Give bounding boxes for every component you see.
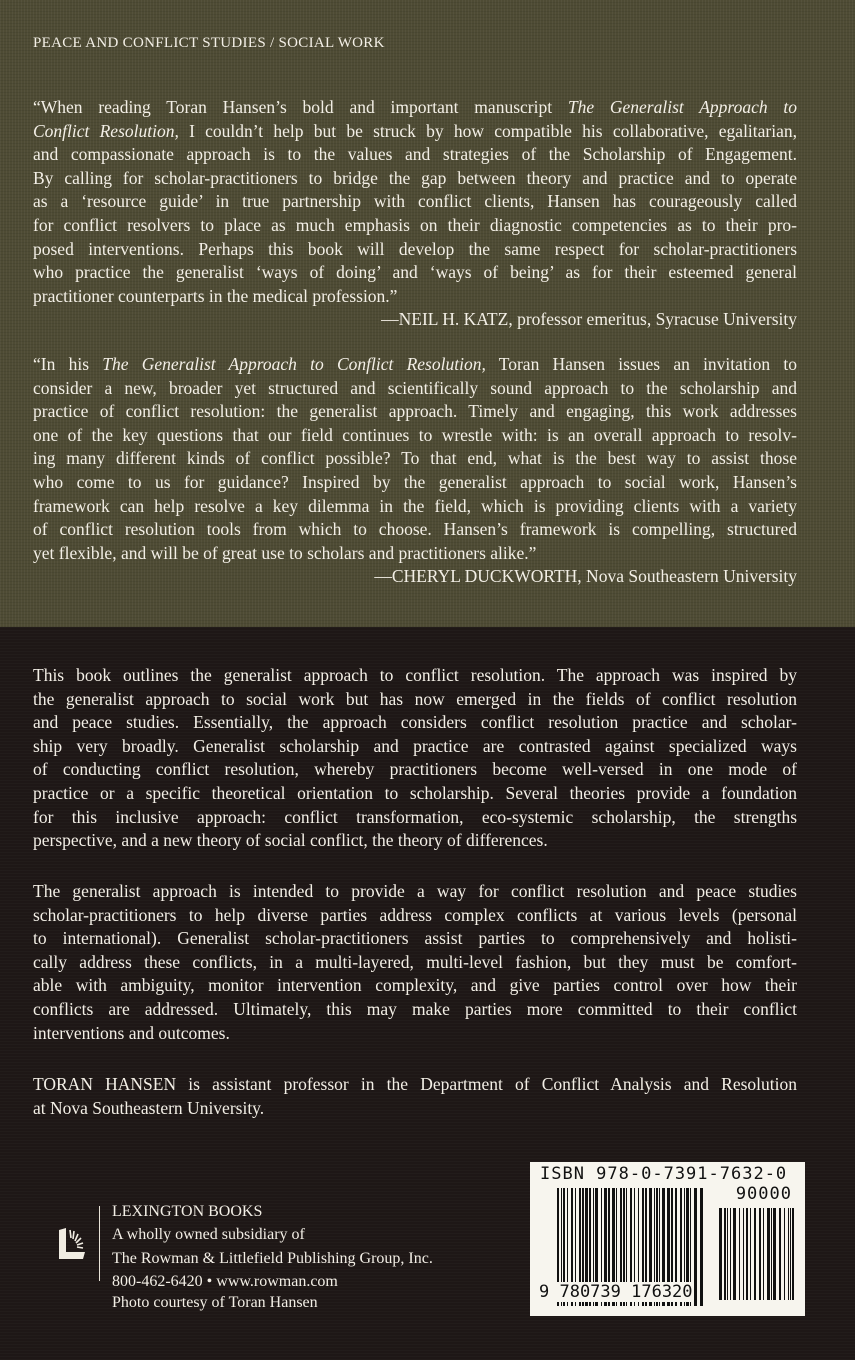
text-line: [33, 424, 797, 448]
text-segment: ing many different kinds of conflict possible? To that end, what is the best way to assist those: [33, 448, 797, 469]
quote-attribution: —NEIL H. KATZ, professor emeritus, Syracuse University: [381, 309, 797, 330]
barcode-bar: [724, 1208, 726, 1300]
text-line: [33, 735, 797, 759]
text-line: [33, 285, 797, 309]
barcode-bar: [763, 1208, 764, 1300]
text-segment: to international). Generalist scholar-practitioners assist parties to comprehensively and holisti-: [33, 928, 797, 949]
text-line: [33, 829, 797, 853]
text-segment: yet flexible, and will be of great use to scholars and practitioners alike.”: [33, 542, 537, 563]
text-line: [33, 782, 797, 806]
text-segment: practitioner counterparts in the medical profession.”: [33, 285, 398, 306]
text-segment: practice of conflict resolution: the generalist approach. Timely and engaging, this work addresses: [33, 401, 797, 422]
text-segment: By calling for scholar-practitioners to bridge the gap between theory and practice and to operate: [33, 167, 797, 188]
text-segment: able with ambiguity, monitor intervention complexity, and give parties control over how their: [33, 975, 797, 996]
text-line: [33, 377, 797, 401]
text-line: [33, 998, 797, 1022]
barcode-bar: [792, 1208, 794, 1300]
text-segment: as a ‘resource guide’ in true partnership with conflict clients, Hansen has courageously called: [33, 191, 797, 212]
barcode-bar: [750, 1208, 751, 1300]
text-line: [33, 1022, 797, 1046]
text-segment: of conducting conflict resolution, whereby practitioners become well-versed in one mode of: [33, 759, 797, 780]
barcode-bar: [727, 1208, 728, 1300]
barcode-bar: [759, 1208, 761, 1300]
publisher-name: LEXINGTON BOOKS: [112, 1203, 263, 1220]
text-line: [33, 167, 797, 191]
text-line: [33, 1073, 797, 1097]
text-line: [33, 542, 797, 566]
description-paragraph: [33, 664, 797, 853]
publisher-info: [112, 1200, 433, 1294]
publisher-parent: The Rowman & Littlefield Publishing Group, Inc.: [112, 1249, 433, 1267]
text-segment: practice or a specific theoretical orientation to scholarship. Several theories provide a foundation: [33, 782, 797, 803]
text-segment: who practice the generalist ‘ways of doing’ and ‘ways of being’ as for their esteemed general: [33, 262, 797, 283]
text-line: [33, 758, 797, 782]
text-line: [33, 238, 797, 262]
book-title-italic: The Generalist Approach to: [567, 97, 797, 117]
text-line: [33, 190, 797, 214]
text-line: [33, 400, 797, 424]
barcode-bar: [773, 1208, 776, 1300]
text-segment: framework can help resolve a key dilemma in the field, which is providing clients with a variety: [33, 495, 797, 516]
text-segment: who come to us for guidance? Inspired by the generalist approach to social work, Hansen’s: [33, 471, 797, 492]
author-bio: [33, 1073, 797, 1120]
text-line: [33, 214, 797, 238]
barcode-bar: [788, 1208, 789, 1300]
text-line: [33, 974, 797, 998]
text-line: [33, 120, 797, 144]
barcode-bar: [719, 1208, 722, 1300]
logo-divider: [99, 1206, 100, 1281]
text-line: [33, 664, 797, 688]
text-segment: conflicts are addressed. Ultimately, this may make parties more committed to their conflict: [33, 998, 797, 1019]
text-segment: consider a new, broader yet structured and scientifically sound approach to the scholarship and: [33, 377, 797, 398]
text-segment: for conflict resolvers to place as much emphasis on their diagnostic competencies as to their pro-: [33, 214, 797, 235]
barcode-bar: [754, 1208, 756, 1300]
text-line: [33, 927, 797, 951]
text-line: [33, 711, 797, 735]
text-line: [33, 471, 797, 495]
text-line: [33, 688, 797, 712]
text-segment: for this inclusive approach: conflict transformation, eco-systemic scholarship, the strengths: [33, 806, 797, 827]
text-line: [33, 261, 797, 285]
text-line: [33, 880, 797, 904]
book-title-italic: The Generalist Approach to Conflict Resolution,: [102, 354, 486, 374]
isbn-text: ISBN 978-0-7391-7632-0: [540, 1164, 788, 1184]
category-header: PEACE AND CONFLICT STUDIES / SOCIAL WORK: [33, 35, 385, 51]
barcode-bar: [730, 1208, 731, 1300]
barcode-bar: [784, 1208, 785, 1300]
barcode-bar: [767, 1208, 770, 1300]
text-segment: “In his: [33, 354, 103, 374]
text-segment: The generalist approach is intended to provide a way for conflict resolution and peace studies: [33, 881, 797, 901]
text-segment: posed interventions. Perhaps this book will develop the same respect for scholar-practitioners: [33, 238, 797, 259]
text-segment: This book outlines the generalist approach to conflict resolution. The approach was inspired by: [33, 665, 797, 685]
barcode-bar: [779, 1208, 781, 1300]
text-segment: one of the key questions that our field continues to wrestle with: is an overall approach to resolv-: [33, 424, 797, 445]
text-line: [33, 447, 797, 471]
barcode-bar: [790, 1208, 791, 1300]
text-segment: TORAN HANSEN is assistant professor in the Department of Conflict Analysis and Resolution: [33, 1074, 797, 1094]
barcode-bar: [694, 1188, 697, 1306]
text-segment: Toran Hansen issues an invitation to: [485, 354, 797, 374]
barcode-bar: [700, 1188, 703, 1306]
text-line: [33, 518, 797, 542]
text-segment: I couldn’t help but be struck by how compatible his collaborative, egalitarian,: [178, 120, 798, 141]
price-addon: 90000: [735, 1184, 792, 1204]
text-segment: scholar-practitioners to help diverse parties address complex conflicts at various levels (personal: [33, 904, 797, 925]
endorsement-duckworth: [33, 353, 797, 589]
text-segment: ship very broadly. Generalist scholarship and practice are contrasted against specialized ways: [33, 735, 797, 756]
publisher-subsidiary: A wholly owned subsidiary of: [112, 1226, 305, 1244]
text-line: [33, 495, 797, 519]
barcode-digits: 9 780739 176320: [539, 1282, 693, 1302]
barcode-bar: [743, 1208, 744, 1300]
text-line: [33, 96, 797, 120]
text-segment: at Nova Southeastern University.: [33, 1097, 265, 1118]
book-title-italic: Conflict Resolution,: [33, 120, 179, 141]
text-segment: “When reading Toran Hansen’s bold and important manuscript: [33, 97, 568, 117]
text-segment: the generalist approach to social work but has now emerged in the fields of conflict resolution: [33, 688, 797, 709]
text-segment: interventions and outcomes.: [33, 1022, 230, 1043]
photo-credit: Photo courtesy of Toran Hansen: [112, 1294, 318, 1311]
text-segment: perspective, and a new theory of social conflict, the theory of differences.: [33, 830, 548, 851]
barcode-bar: [739, 1208, 740, 1300]
text-segment: cally address these conflicts, in a multi-layered, multi-level fashion, but they must be comfort-: [33, 951, 797, 972]
text-line: [33, 904, 797, 928]
lexington-logo-icon: [57, 1226, 87, 1260]
text-line: [33, 1097, 797, 1121]
barcode-bar: [771, 1208, 772, 1300]
text-line: [33, 143, 797, 167]
text-segment: and compassionate approach is to the values and strategies of the Scholarship of Engagement.: [33, 144, 797, 165]
text-segment: of conflict resolution tools from which to choose. Hansen’s framework is compelling, structured: [33, 519, 797, 540]
text-line: [33, 806, 797, 830]
quote-attribution: —CHERYL DUCKWORTH, Nova Southeastern University: [374, 566, 797, 587]
description-paragraph: [33, 880, 797, 1045]
publisher-contact: 800-462-6420 • www.rowman.com: [112, 1273, 338, 1291]
barcode-bar: [733, 1208, 736, 1300]
isbn-barcode: [530, 1162, 805, 1316]
text-segment: and peace studies. Essentially, the approach considers conflict resolution practice and scholar-: [33, 712, 797, 733]
text-line: [33, 951, 797, 975]
endorsement-katz: [33, 96, 797, 332]
barcode-bar: [746, 1208, 748, 1300]
text-line: [33, 353, 797, 377]
